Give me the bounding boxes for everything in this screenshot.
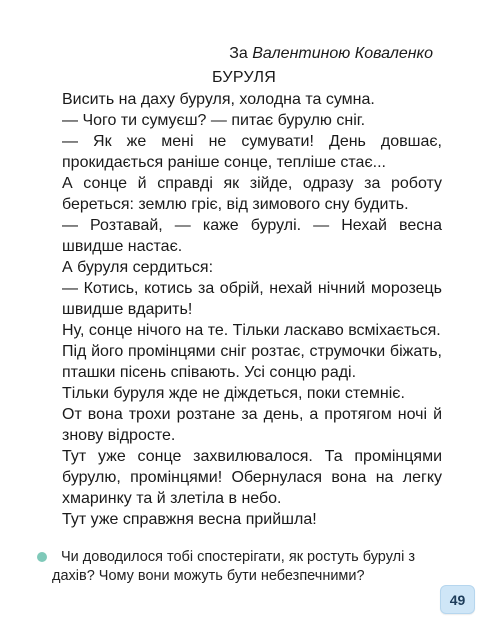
question-line: Чи доводилося тобі спостерігати, як ростуть бурулі з — [61, 549, 415, 565]
story-title: БУРУЛЯ — [212, 69, 277, 86]
story-line: хмаринку та й злетіла в небо. — [62, 490, 282, 507]
story-line: швидше настає. — [62, 238, 183, 255]
story-line: — Як же мені не сумувати! День довшає, — [62, 133, 442, 150]
story-text — [62, 89, 442, 530]
story-line: Ну, сонце нічого на те. Тільки ласкаво всміхається. — [62, 322, 441, 339]
question-block — [52, 548, 444, 586]
question-bullet-icon — [37, 552, 47, 562]
story-line: Висить на даху буруля, холодна та сумна. — [62, 91, 375, 108]
story-line: От вона трохи розтане за день, а протягом ночі й — [62, 406, 442, 423]
story-line: А сонце й справді як зійде, одразу за роботу — [62, 175, 442, 192]
author-line — [229, 44, 433, 64]
story-line: береться: землю гріє, від зимового сну будить. — [62, 196, 409, 213]
story-line: А буруля сердиться: — [62, 259, 214, 276]
question-line: дахів? Чому вони можуть бути небезпечними? — [52, 568, 365, 584]
story-line: знову відросте. — [62, 427, 176, 444]
story-line: — Розтавай, — каже бурулі. — Нехай весна — [62, 217, 442, 234]
story-line: Тут уже справжня весна прийшла! — [62, 511, 317, 528]
story-line: бурулю, промінцями! Обернулася вона на легку — [62, 469, 442, 486]
story-line: — Чого ти сумуєш? — питає бурулю сніг. — [62, 112, 366, 129]
author-name: Валентиною Коваленко — [252, 45, 433, 62]
author-prefix: За — [229, 45, 248, 62]
story-line: пташки пісень співають. Усі сонцю раді. — [62, 364, 357, 381]
story-line: Тут уже сонце захвилювалося. Та промінцями — [62, 448, 442, 465]
story-line: — Котись, котись за обрій, нехай нічний морозець — [62, 280, 442, 297]
page-number-badge: 49 — [440, 585, 475, 614]
story-line: швидше вдарить! — [62, 301, 193, 318]
story-line: Під його промінцями сніг розтає, струмочки біжать, — [62, 343, 442, 360]
story-line: Тільки буруля жде не діждеться, поки стемніє. — [62, 385, 405, 402]
story-line: прокидається раніше сонце, тепліше стає... — [62, 154, 386, 171]
